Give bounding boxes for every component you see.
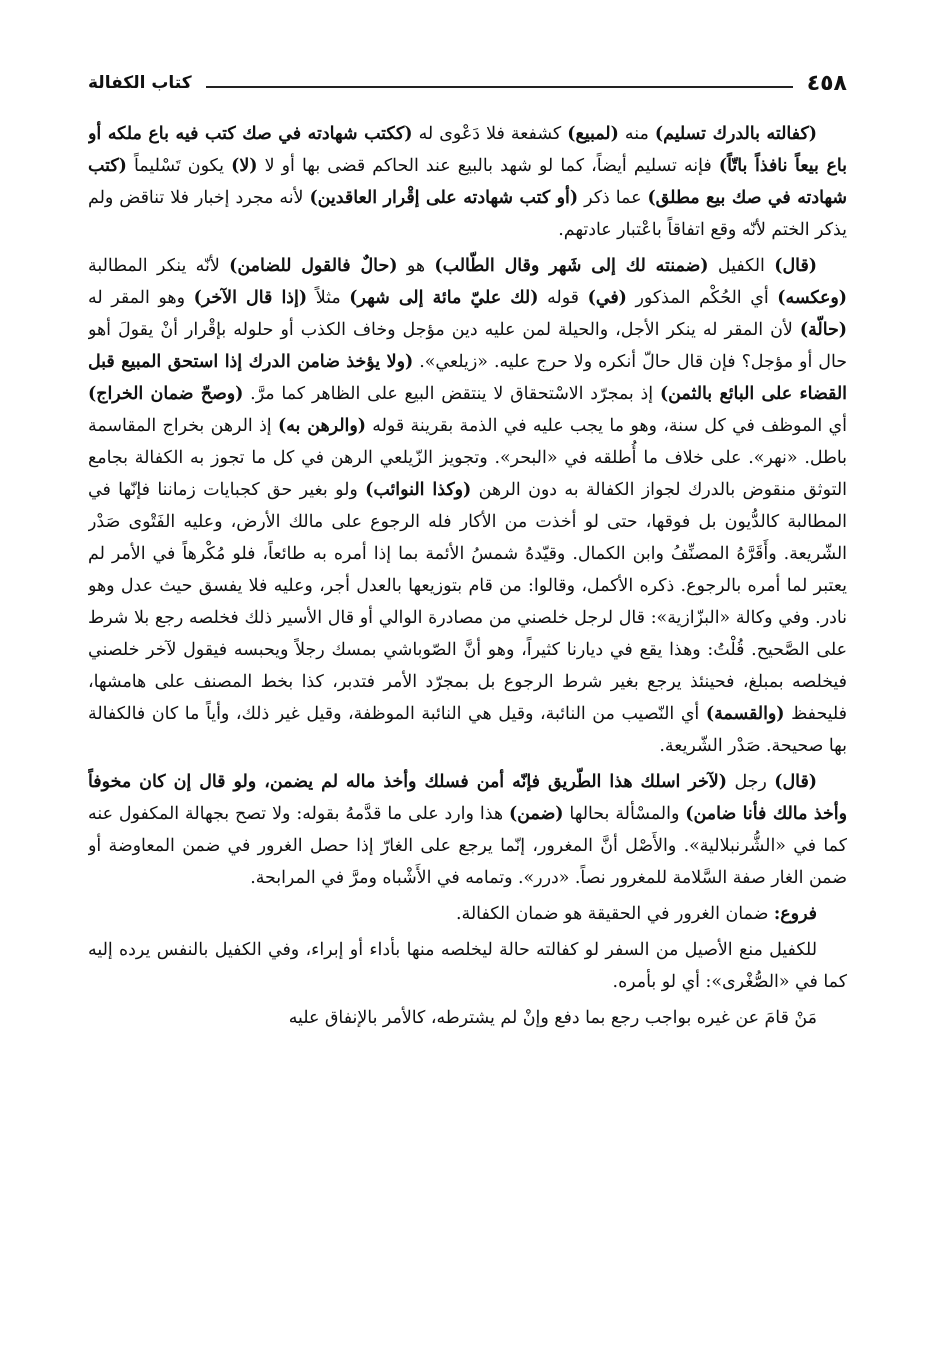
bold-segment: (في) [587, 288, 627, 308]
text-segment: والمسْألة بحالها [563, 804, 686, 824]
paragraph [88, 118, 847, 246]
paragraph [88, 250, 847, 762]
text-segment: إذ بمجرّد الاسْتحقاق لا ينتقض البيع على الظاهر كما مرَّ. [243, 384, 660, 404]
text-segment: عما ذكر [578, 188, 648, 208]
bold-segment: (حالٌ فالقول للضامن) [229, 256, 398, 276]
bold-segment: (حالّة) [799, 320, 847, 340]
text-segment: يكون تَسْليماً [126, 156, 232, 176]
text-segment: أي الحُكْم المذكور [626, 288, 778, 308]
text-segment: لأنه مجرد إخبار فلا تناقض ولم يذكر الختم لأنّه وقع اتفاقاً باعْتبار عادتهم. [88, 188, 847, 240]
bold-segment: (لمبيع) [567, 124, 619, 144]
text-segment: للكفيل منع الأصيل من السفر لو كفالته حالة ليخلصه منها بأداء أو إبراء، وفي الكفيل بالنفس يرده إليه كما في «الصُّغْرى»: أي لو بأمره. [88, 940, 847, 992]
body-text [88, 118, 847, 1308]
text-segment: فإنه تسليم أيضاً، كما لو شهد بالبيع عند الحاكم قضى بها أو لا [257, 156, 719, 176]
bold-segment: (ضمنته لك إلى شَهر وقال الطّالب) [434, 256, 709, 276]
bold-segment: (وصحّ ضمان الخراج) [88, 384, 244, 404]
text-segment: قوله [538, 288, 588, 308]
text-segment: أي النّصيب من النائبة، وقيل هي النائبة الموظفة، وقيل غير ذلك، وأياً ما كان فالكفالة بها صحيحة. صَدْر الشّريعة. [88, 704, 847, 756]
bold-segment: (لك عليّ مائة إلى شهر) [349, 288, 539, 308]
book-title: كتاب الكفالة [88, 73, 192, 93]
text-segment: ولو بغير حق كجبايات زماننا فإنّها في المطالبة كالدُّيون بل فوقها، حتى لو أخذت من الأكار فله الرجوع على مالك الأرض، وعليه الفَتْوى صَدْر الشّريعة. وأَقَرَّهُ المصنِّفُ وابن الكمال. وقيّدهُ شمسُ الأئمة بما إذا أمره به طائعاً، فلو مُكْرهاً في الأمر لم يعتبر لما أمره بالرجوع. ذكره الأكمل، وقالوا: من قام بتوزيعها بالعدل أجر، وعليه فلا يفسق حيث عدل وهو نادر. وفي وكالة «البزّازية»: قال لرجل خلصني من مصادرة الوالي أو قال الأسير ذلك فخلصه رجع بلا شرط على الصَّحيح. قُلْتُ: وهذا يقع في ديارنا كثيراً، وهو أنَّ الصّوباشي بمسك رجلاً ويحبسه فيقول لآخر خلصني فيخلصه بمبلغ، فحينئذ يرجع بغير شرط الرجوع بل بمجرّد الأمر فتدبر، كذا بخط المصنف على هامشها، فليحفظ [88, 480, 847, 724]
page-number: ٤٥٨ [806, 70, 847, 96]
text-segment: هو [397, 256, 435, 276]
bold-segment: (لا) [231, 156, 258, 176]
bold-segment: (قال) [774, 772, 817, 792]
text-segment: إذ الرهن بخراج المقاسمة باطل. «نهر». على خلاف ما أُطلقه في «البحر». وتجويز الزّيلعي الرهن في كل ما تجوز به الكفالة بجامع التوثق منقوض بالدرك لجواز الكفالة به دون الرهن [88, 416, 847, 500]
paragraph [88, 766, 847, 894]
text-segment: وهو المقر له [88, 288, 194, 308]
bold-segment: (كتب شهادته في صك بيع مطلق) [88, 156, 847, 208]
bold-segment: (والرهن به) [277, 416, 366, 436]
text-segment: لأن المقر له ينكر الأجل، والحيلة لمن عليه دين مؤجل وخاف الكذب أو حلوله بإقْرار أنْ يقولَ أهو حال أو مؤجل؟ فإن قال حالّ أنكره ولا حرج عليه. «زيلعي». [88, 320, 847, 372]
bold-segment: (وكذا النوائب) [365, 480, 472, 500]
text-segment: هذا وارد على ما قدَّمهُ بقوله: ولا تصح بجهالة المكفول عنه كما في «الشُّرنبلالية». والأَصْل أنَّ المغرور، إنّما يرجع على الغارّ إذا حصل الغرور في ضمن المعاوضة أو ضمن الغار صفة السَّلامة للمغرور نصاً. «درر». وتمامه في الأَشْباه ومرَّ في المرابحة. [88, 804, 847, 888]
text-segment: رجل [726, 772, 775, 792]
bold-segment: (كفالته بالدرك تسليم) [654, 124, 817, 144]
text-segment: مثلاً [307, 288, 350, 308]
bold-segment: (قال) [774, 256, 817, 276]
bold-segment: (إذا قال الآخر) [193, 288, 308, 308]
paragraph [88, 898, 847, 930]
bold-segment: (وعكسه) [777, 288, 847, 308]
text-segment: ضمان الغرور في الحقيقة هو ضمان الكفالة. [456, 904, 774, 924]
paragraph [88, 1002, 847, 1034]
bold-segment: (لآخر اسلك هذا الطّريق فإنّه أمن فسلك وأخذ ماله لم يضمن، ولو قال إن كان مخوفاً وأخذ مالك فأنا ضامن) [88, 772, 847, 824]
text-segment: الكفيل [708, 256, 775, 276]
running-header [88, 66, 847, 100]
text-segment: منه [618, 124, 655, 144]
bold-segment: (أو كتب شهادته على إقْرار العاقدين) [309, 188, 579, 208]
bold-segment: (والقسمة) [705, 704, 785, 724]
bold-segment: (ولا يؤخذ ضامن الدرك إذا استحق المبيع قبل القضاء على البائع بالثمن) [88, 352, 847, 404]
bold-segment: (ضمن) [508, 804, 564, 824]
bold-segment: (ككتب شهادته في صك كتب فيه باع ملكه أو باع بيعاً نافذاً باتّاً) [88, 124, 847, 176]
paragraph [88, 934, 847, 998]
text-segment: كشفعة فلا دَعْوى له [412, 124, 568, 144]
text-segment: مَنْ قامَ عن غيره بواجب رجع بما دفع وإنْ لم يشترطه، كالأمر بالإنفاق عليه [288, 1008, 817, 1028]
text-segment: لأنّه ينكر المطالبة [88, 256, 230, 276]
text-segment: أي الموظف في كل سنة، وهو ما يجب عليه في الذمة بقرينة قوله [365, 416, 847, 436]
header-rule [206, 86, 793, 88]
bold-segment: فروع: [773, 904, 817, 924]
